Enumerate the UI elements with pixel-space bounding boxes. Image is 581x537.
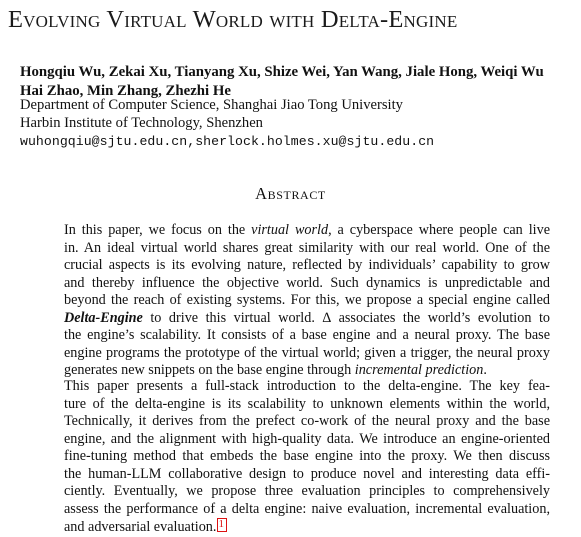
text-run: to drive this virtual world. ∆ associates the world’s evolution to — [142, 309, 550, 326]
text-line: engine, and the alignment with high-quality data. We introduce an engine-oriented — [64, 430, 550, 447]
text-run: In this paper, we focus on the — [64, 222, 252, 238]
text-line: ciently. Eventually, we propose three evaluation principles to comprehensively — [64, 483, 550, 500]
abstract-paragraph-2 — [64, 378, 550, 537]
text-line — [64, 518, 550, 537]
term-delta-engine: Delta-Engine — [64, 309, 143, 326]
affiliation-hit: Harbin Institute of Technology, Shenzhen — [20, 115, 263, 131]
text-line: beyond the reach of existing systems. For this, we propose a special engine called — [64, 292, 550, 309]
text-line: in. An ideal virtual world shares great similarity with our real world. One of the — [64, 239, 550, 256]
text-line: the human-LLM collaborative design to produce novel and interesting data effi- — [64, 465, 550, 482]
text-line — [64, 222, 550, 240]
text-run: , a cyberspace where people can live — [328, 222, 550, 238]
term-virtual-world: virtual world — [251, 222, 329, 238]
paper-title: Evolving Virtual World with Delta-Engine — [8, 6, 458, 33]
text-line — [64, 310, 550, 328]
abstract-heading: Abstract — [255, 184, 326, 203]
text-line: This paper presents a full-stack introduction to the delta-engine. The key fea- — [64, 378, 550, 394]
affiliation-sjtu: Department of Computer Science, Shanghai Jiao Tong University — [20, 97, 403, 113]
author-emails: wuhongqiu@sjtu.edu.cn,sherlock.holmes.xu@sjtu.edu.cn — [20, 134, 435, 149]
author-line-2: Hai Zhao, Min Zhang, Zhezhi He — [20, 83, 231, 99]
text-run: . — [483, 362, 487, 379]
footnote-link[interactable] — [217, 518, 227, 532]
text-run: generates new snippets on the base engine through — [64, 362, 355, 379]
text-line: the engine’s scalability. It consists of a base engine and a neural proxy. The base — [64, 327, 550, 344]
text-run: and adversarial evaluation. — [64, 519, 217, 536]
term-incremental-prediction: incremental prediction — [354, 362, 484, 379]
text-line: ture of the delta-engine is its scalability to unknown elements within the world, — [64, 395, 550, 412]
text-line: Technically, it derives from the prefect co-work of the neural proxy and the base — [64, 413, 550, 430]
text-line: engine programs the prototype of the virtual world; given a trigger, the neural proxy — [64, 344, 550, 361]
text-line: and thereby influence the objective world. Such dynamics is unpredictable and — [64, 274, 550, 291]
text-line: crucial aspects is its evolving nature, reflected by individuals’ capability to grow — [64, 257, 550, 274]
abstract-paragraph-1 — [64, 222, 550, 380]
text-line: fine-tuning method that embeds the base engine into the proxy. We then discuss — [64, 448, 550, 465]
text-line: assess the performance of a delta engine: naive evaluation, incremental evaluation, — [64, 500, 550, 517]
author-line-1: Hongqiu Wu, Zekai Xu, Tianyang Xu, Shize Wei, Yan Wang, Jiale Hong, Weiqi Wu — [20, 64, 544, 80]
